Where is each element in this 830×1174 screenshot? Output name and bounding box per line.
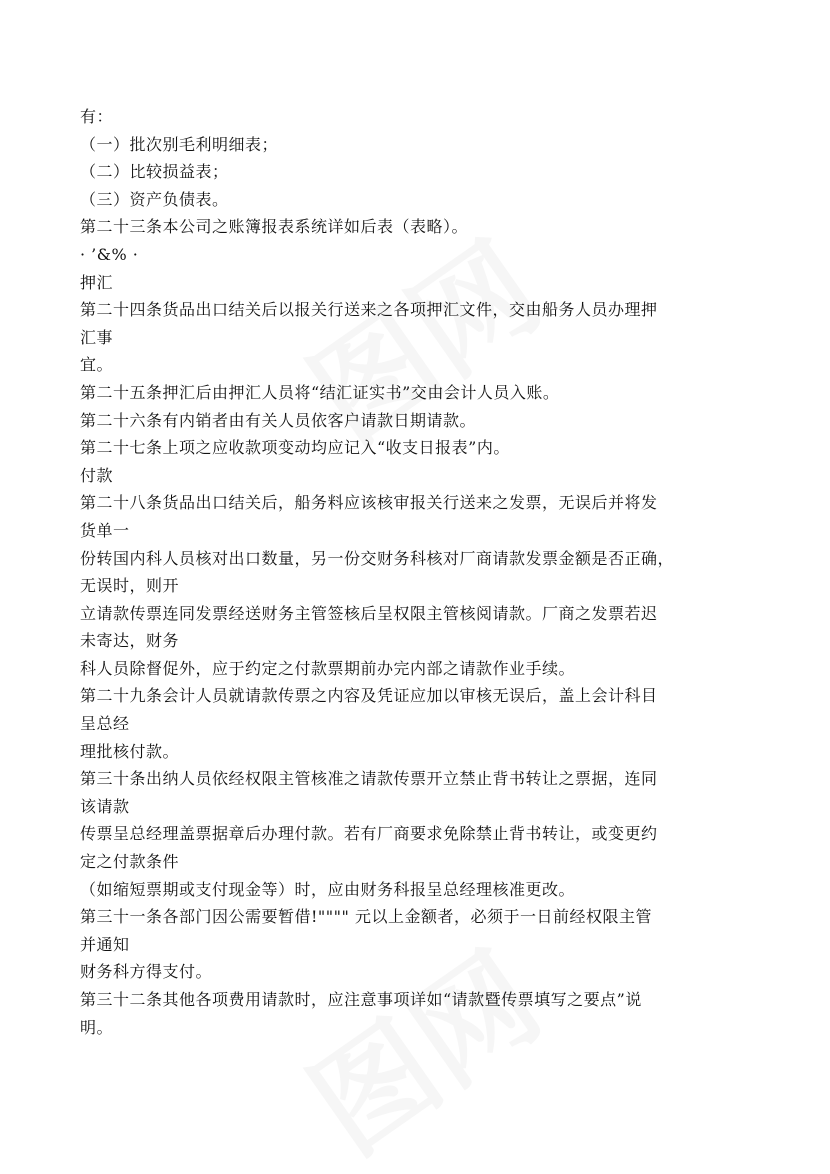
text-line: 第二十九条会计人员就请款传票之内容及凭证应加以审核无误后，盖上会计科目 [80, 686, 658, 706]
text-line: 第二十五条押汇后由押汇人员将“结汇证实书”交由会计人员入账。 [80, 382, 560, 402]
text-line: 第二十八条货品出口结关后，船务料应该核审报关行送来之发票，无误后并将发 [80, 493, 658, 513]
text-line: 无误时，则开 [80, 576, 180, 596]
text-line: 传票呈总经理盖票据章后办理付款。若有厂商要求免除禁止背书转让，或变更约 [80, 824, 658, 844]
text-line: （一）批次别毛利明细表； [80, 134, 279, 154]
text-line: 宜。 [80, 355, 114, 375]
text-line: 科人员除督促外，应于约定之付款票期前办完内部之请款作业手续。 [80, 658, 576, 678]
section-heading: 付款 [80, 465, 114, 485]
text-line: 明。 [80, 1017, 114, 1037]
section-heading: 押汇 [80, 272, 114, 292]
text-line: 立请款传票连同发票经送财务主管签核后呈权限主管核阅请款。厂商之发票若迟 [80, 603, 658, 623]
text-line: 第三十二条其他各项费用请款时，应注意事项详如“请款暨传票填写之要点”说 [80, 990, 642, 1009]
text-line: 第二十六条有内销者由有关人员依客户请款日期请款。 [80, 410, 477, 430]
text-line: 第二十四条货品出口结关后以报关行送来之各项押汇文件，交由船务人员办理押 [80, 300, 658, 320]
text-line: 并通知 [80, 934, 130, 954]
text-line: 未寄达，财务 [80, 631, 180, 651]
text-line: 财务科方得支付。 [80, 962, 213, 982]
text-line: 第二十七条上项之应收款项变动均应记入“收支日报表”内。 [80, 438, 510, 458]
text-line: 第三十条出纳人员依经权限主管核准之请款传票开立禁止背书转让之票据，连同 [80, 769, 658, 789]
text-line: 汇事 [80, 327, 114, 347]
text-line: 理批核付款。 [80, 741, 180, 761]
text-line: · ’&% · [80, 244, 139, 264]
text-line: （如缩短票期或支付现金等）时，应由财务科报呈总经理核准更改。 [80, 879, 576, 899]
text-line: 该请款 [80, 796, 130, 816]
text-line: 第二十三条本公司之账簿报表系统详如后表（表略）。 [80, 217, 469, 237]
text-line: （三）资产负债表。 [80, 189, 229, 209]
text-line: 货单一 [80, 520, 130, 540]
text-line: （二）比较损益表； [80, 162, 229, 182]
text-line: 第三十一条各部门因公需要暂借!"""" 元以上金额者，必须于一日前经权限主管 [80, 907, 652, 927]
text-line: 有： [80, 107, 114, 126]
document-body [80, 103, 770, 1041]
text-line: 份转国内科人员核对出口数量，另一份交财务科核对厂商请款发票金额是否正确， [80, 548, 675, 568]
text-line: 呈总经 [80, 714, 130, 734]
text-line: 定之付款条件 [80, 852, 180, 872]
